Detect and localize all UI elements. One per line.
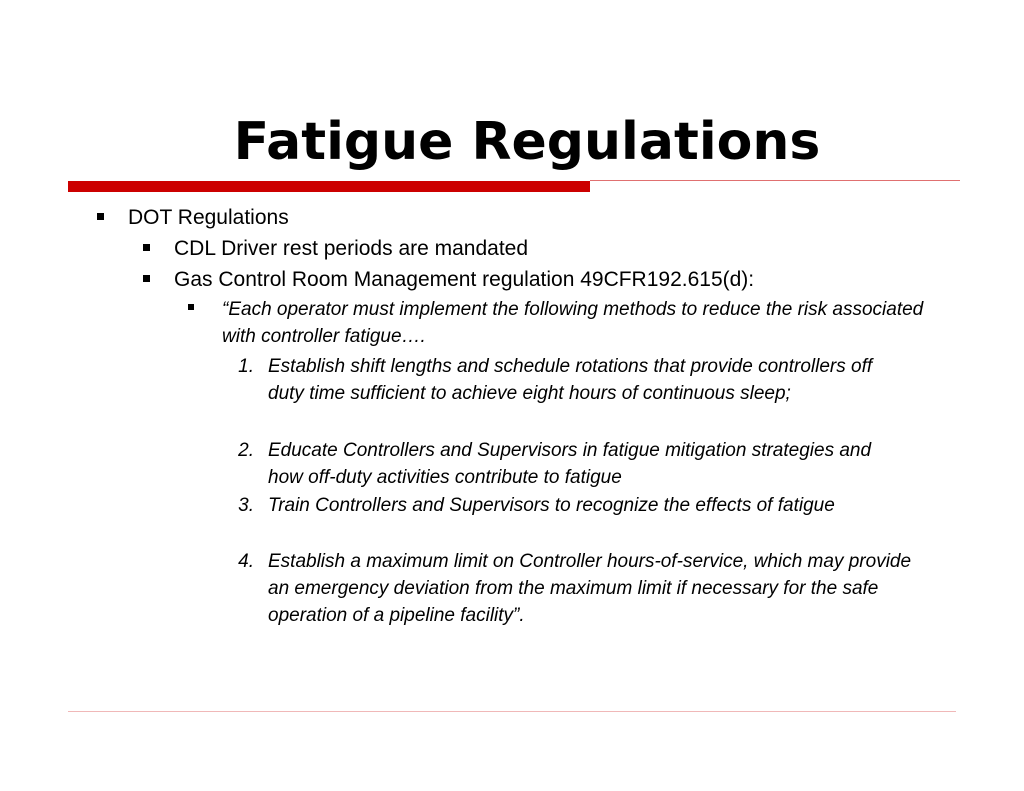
item-number: 1.	[238, 356, 254, 377]
list-item-train: Train Controllers and Supervisors to recognize the effects of fatigue	[268, 495, 835, 516]
item-number: 4.	[238, 551, 254, 572]
bullet-regulation-quote: “Each operator must implement the following methods to reduce the risk associated with controller fatigue….	[222, 299, 924, 347]
title-underline-thin	[590, 180, 960, 181]
bullet-cdl-rest: CDL Driver rest periods are mandated	[174, 237, 529, 260]
bullet-square-icon	[188, 304, 194, 310]
bullet-square-icon	[143, 275, 150, 282]
bullet-square-icon	[97, 213, 104, 220]
slide-title: Fatigue Regulations	[233, 112, 821, 172]
list-item-educate: Educate Controllers and Supervisors in fatigue mitigation strategies and how off-duty activities contribute to fatigue	[268, 440, 872, 488]
item-number: 3.	[238, 495, 254, 516]
bullet-dot-regulations: DOT Regulations	[128, 206, 289, 229]
title-underline-accent	[68, 181, 590, 192]
item-number: 2.	[238, 440, 254, 461]
footer-rule	[68, 711, 956, 712]
bullet-square-icon	[143, 244, 150, 251]
list-item-max-limit: Establish a maximum limit on Controller hours-of-service, which may provide an emergency deviation from the maximum limit if necessary for the safe operation of a pipeline facility”.	[268, 551, 912, 626]
bullet-gas-control: Gas Control Room Management regulation 49CFR192.615(d):	[174, 268, 755, 291]
list-item-shift-lengths: Establish shift lengths and schedule rotations that provide controllers off duty time sufficient to achieve eight hours of continuous sleep;	[268, 356, 873, 404]
